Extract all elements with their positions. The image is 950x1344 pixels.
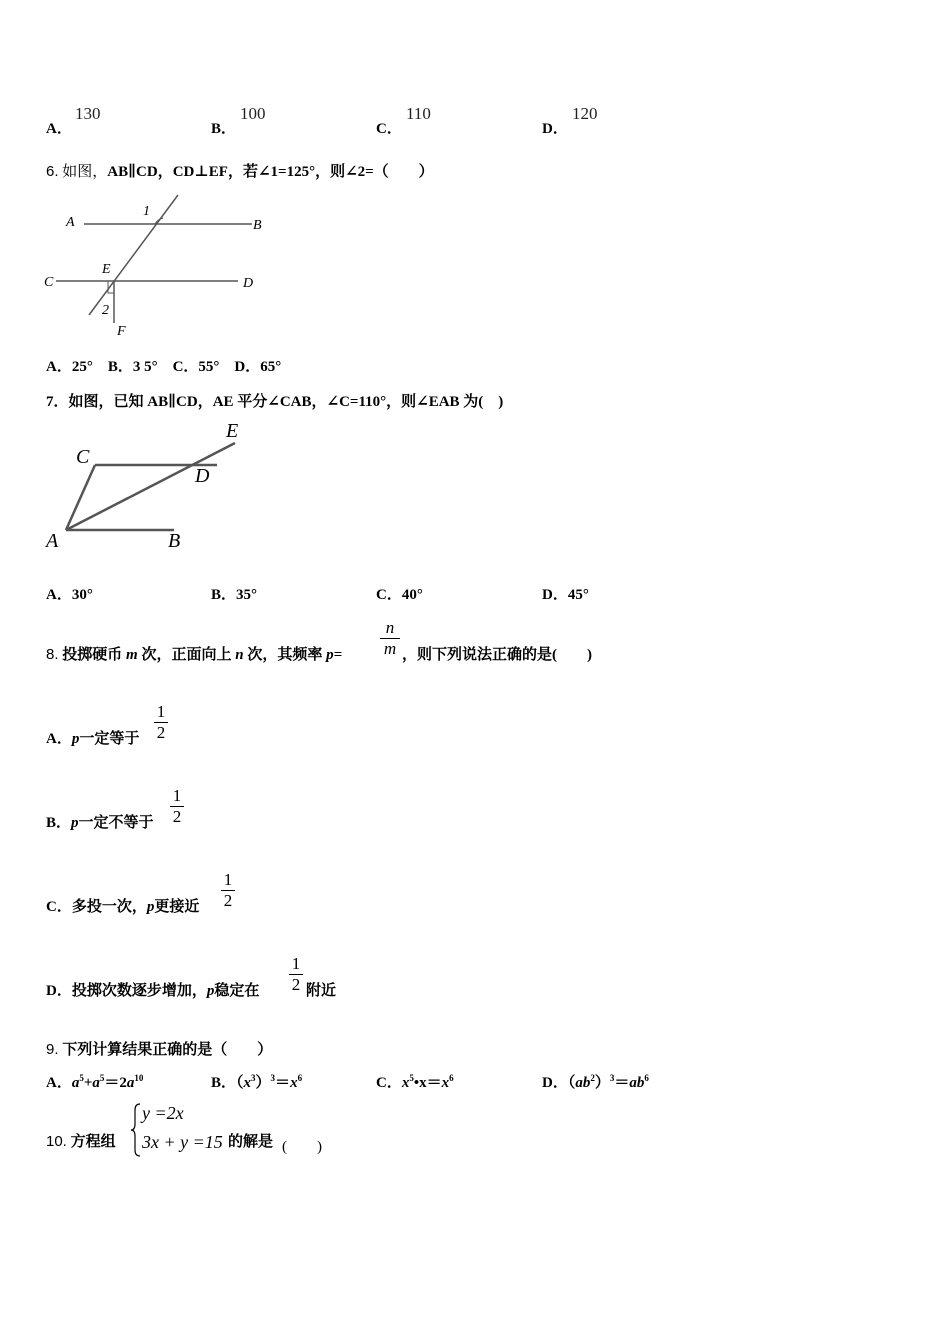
- line-ca: [66, 465, 95, 530]
- var: a: [71, 1075, 80, 1091]
- var: a: [92, 1075, 100, 1091]
- q8-part1: 投掷硬币: [62, 647, 123, 663]
- q8-option-d-text: 稳定在: [214, 983, 260, 999]
- q10-answer-paren: ( ): [282, 1139, 322, 1155]
- op: ＝: [614, 1075, 630, 1091]
- q7-option-c-value: 40°: [401, 587, 423, 603]
- label-c: C: [44, 275, 54, 290]
- q10-stem: [46, 1130, 116, 1151]
- frac-num: 1: [156, 702, 166, 721]
- op: ＝2: [104, 1075, 127, 1091]
- label-angle-1: 1: [143, 204, 150, 219]
- label: A．: [46, 1075, 72, 1091]
- var: ab: [629, 1075, 645, 1091]
- var: x: [243, 1075, 252, 1091]
- frac-den: 2: [156, 723, 166, 742]
- q5-option-d-label: D．: [542, 121, 568, 137]
- label-e: E: [226, 420, 239, 442]
- q8-option-c-fraction: [221, 870, 235, 911]
- op: •x＝: [413, 1075, 442, 1091]
- q6-stem: [46, 160, 434, 181]
- paren: （: [236, 1075, 244, 1091]
- q8-option-c: [46, 895, 199, 916]
- exp: 10: [134, 1073, 144, 1083]
- transversal: [89, 195, 178, 315]
- q8-option-d-pre: 投掷次数逐步增加，: [71, 983, 207, 999]
- var: x: [401, 1075, 410, 1091]
- paren: （: [567, 1075, 576, 1091]
- frac-den: 2: [291, 975, 301, 994]
- var: x: [441, 1075, 450, 1091]
- label: D．: [542, 1075, 568, 1091]
- label-a: A: [66, 215, 75, 230]
- q7-option-b-value: 35°: [236, 587, 258, 603]
- q7-option-d-label: D．: [542, 587, 568, 603]
- q8-option-a-label: A．: [46, 731, 72, 747]
- q8-option-b-p: p: [71, 815, 79, 831]
- q8-option-c-p: p: [146, 899, 155, 915]
- q8-stem: [46, 643, 342, 664]
- q6-prefix: 如图，: [62, 164, 108, 180]
- q9-option-d: [542, 1071, 649, 1092]
- q8-p-eq: p=: [326, 647, 343, 663]
- q5-option-a-value: 130: [75, 104, 101, 123]
- q10-tail: 的解是: [228, 1134, 274, 1150]
- q8-option-d-label: D．: [46, 983, 72, 999]
- label-c: C: [76, 446, 90, 468]
- system-brace: [130, 1102, 142, 1158]
- q8-option-a-fraction: [154, 702, 168, 743]
- q8-option-d-p: p: [206, 983, 215, 999]
- label-b: B: [168, 530, 181, 552]
- line-ae: [66, 443, 235, 530]
- q8-option-d: [46, 979, 259, 1000]
- q8-option-c-label: C．: [46, 899, 72, 915]
- q8-option-b: [46, 811, 154, 832]
- q7-option-c-label: C．: [376, 587, 402, 603]
- exp: 2: [590, 1073, 595, 1083]
- q5-option-b-value: 100: [240, 104, 266, 123]
- label-a: A: [46, 530, 59, 552]
- q8-option-d-after: 附近: [306, 983, 337, 999]
- q8-frac-den: m: [383, 639, 397, 658]
- label: B．: [211, 1075, 237, 1091]
- q8-option-b-text: 一定不等于: [78, 815, 154, 831]
- q9-option-b: [211, 1071, 302, 1092]
- q8-part3: 次，其频率: [247, 647, 323, 663]
- q8-option-c-text: 更接近: [154, 899, 200, 915]
- q8-option-d-fraction: [289, 954, 303, 995]
- label-d: D: [195, 465, 210, 487]
- q8-option-a: [46, 727, 139, 748]
- paren: ）: [255, 1075, 271, 1091]
- q8-number: 8.: [46, 646, 59, 663]
- q6-options: A．25° B．3 5° C．55° D．65°: [46, 359, 282, 375]
- exp: 5: [99, 1073, 105, 1083]
- q5-option-c-value: 110: [406, 104, 431, 123]
- label-angle-2: 2: [102, 303, 109, 318]
- q8-option-b-fraction: [170, 786, 184, 827]
- q9-option-c: [376, 1071, 454, 1092]
- q7-option-b-label: B．: [211, 587, 237, 603]
- label-f: F: [117, 324, 126, 339]
- op: +: [83, 1075, 93, 1091]
- q7-stem: 7．如图，已知 AB∥CD，AE 平分∠CAB，∠C=110°，则∠EAB 为( ): [46, 394, 504, 410]
- exp: 5: [409, 1073, 414, 1083]
- q6-diagram: [40, 193, 280, 343]
- q9-number: 9.: [46, 1041, 59, 1058]
- q9-stem-text: 下列计算结果正确的是（ ）: [62, 1042, 273, 1058]
- frac-num: 1: [223, 870, 233, 889]
- q10-equation-1: y =2x: [142, 1103, 184, 1123]
- label-b: B: [253, 218, 262, 233]
- frac-den: 2: [172, 807, 182, 826]
- q8-option-a-p: p: [71, 731, 80, 747]
- q7-option-c: [376, 583, 423, 604]
- q8-frac-num: n: [385, 618, 395, 637]
- op: ＝: [275, 1075, 291, 1091]
- var: a: [126, 1075, 135, 1091]
- q9-option-a: [46, 1071, 143, 1092]
- exp: 3: [251, 1073, 256, 1083]
- q8-option-a-text: 一定等于: [79, 731, 140, 747]
- q5-option-b-label: B．: [211, 121, 237, 137]
- q8-n: n: [235, 647, 244, 663]
- exp: 6: [644, 1073, 649, 1083]
- q7-option-b: [211, 583, 257, 604]
- q8-option-c-pre: 多投一次，: [71, 899, 147, 915]
- q9-stem: [46, 1038, 272, 1059]
- label-e: E: [102, 262, 111, 277]
- frac-num: 1: [291, 954, 301, 973]
- q7-option-a: [46, 583, 93, 604]
- q8-m: m: [126, 647, 138, 663]
- q6-number: 6.: [46, 163, 59, 180]
- q8-tail: ，则下列说法正确的是( ): [402, 647, 592, 663]
- exp: 6: [297, 1073, 303, 1083]
- q8-frequency-fraction: [380, 618, 400, 659]
- q6-stem-text: AB∥CD，CD⊥EF，若∠1=125°，则∠2=（ ）: [107, 164, 434, 180]
- q8-option-b-label: B．: [46, 815, 72, 831]
- q8-part2: 次，正面向上: [141, 647, 232, 663]
- var: x: [290, 1075, 298, 1091]
- frac-den: 2: [223, 891, 233, 910]
- q7-option-a-value: 30°: [71, 587, 93, 603]
- exp: 6: [449, 1073, 454, 1083]
- q10-number: 10.: [46, 1133, 67, 1150]
- exp: 3: [609, 1073, 615, 1083]
- q5-option-c-label: C．: [376, 121, 402, 137]
- exp: 3: [270, 1073, 276, 1083]
- q7-option-a-label: A．: [46, 587, 72, 603]
- q5-option-d-value: 120: [572, 104, 598, 123]
- paren: ）: [594, 1075, 610, 1091]
- label-d: D: [243, 276, 254, 291]
- q10-stem-text: 方程组: [70, 1134, 116, 1150]
- frac-num: 1: [172, 786, 182, 805]
- q7-option-d: [542, 583, 589, 604]
- exp: 5: [79, 1073, 84, 1083]
- var: ab: [575, 1075, 591, 1091]
- q10-equation-2: 3x + y =15: [142, 1132, 223, 1152]
- q5-option-a-label: A．: [46, 121, 72, 137]
- q7-option-d-value: 45°: [567, 587, 589, 603]
- q7-diagram: [40, 416, 260, 556]
- label: C．: [376, 1075, 402, 1091]
